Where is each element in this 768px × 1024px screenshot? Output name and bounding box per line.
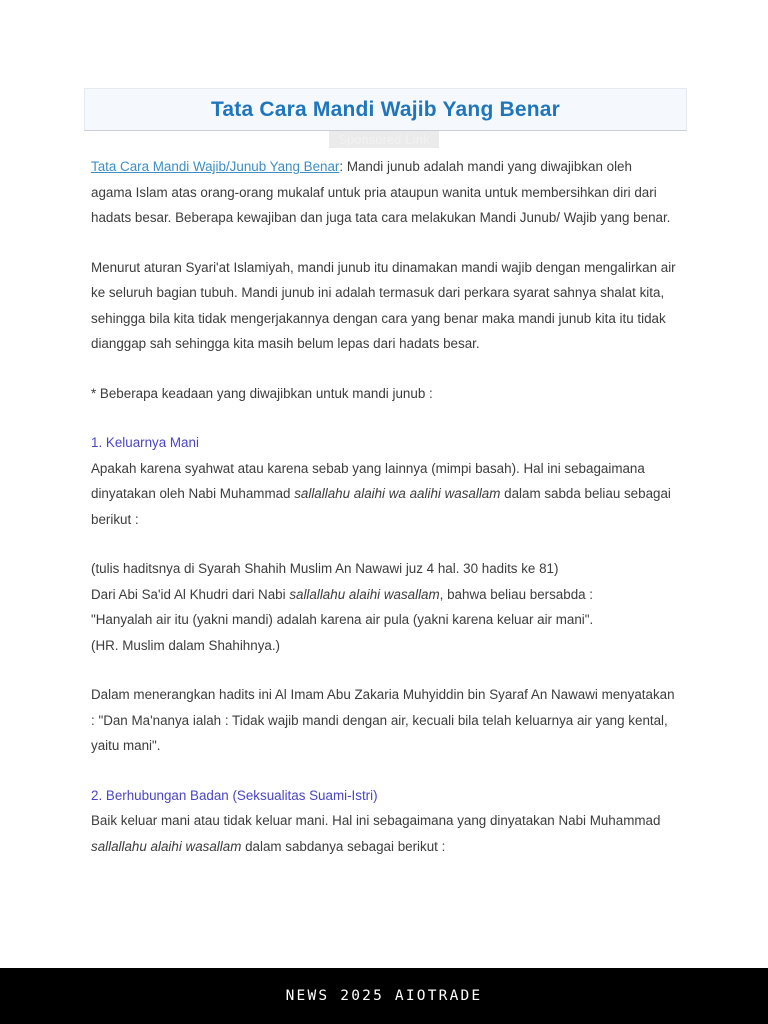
hadith-narrator-before: Dari Abi Sa'id Al Khudri dari Nabi	[91, 586, 290, 602]
section-one	[91, 430, 676, 532]
paragraph-intro-text: : Mandi junub adalah mandi yang diwajibkan oleh agama Islam atas orang-orang mukalaf untuk pria ataupun wanita untuk membersihkan diri dari hadats besar. Beberapa kewajiban dan juga tata cara melakukan Mandi Junub/ Wajib yang benar.	[91, 159, 671, 225]
page-title-banner	[84, 88, 687, 131]
paragraph-intro	[91, 154, 676, 231]
document-body	[91, 154, 676, 883]
hadith-narrator-after: , bahwa beliau bersabda :	[439, 586, 594, 602]
footer-label: NEWS 2025 AIOTRADE	[285, 988, 483, 1004]
section-one-text-before: Apakah karena syahwat atau karena sebab yang lainnya (mimpi basah). Hal ini sebagaimana dinyatakan oleh Nabi Muhammad	[91, 460, 645, 501]
hadith-quote-line: "Hanyalah air itu (yakni mandi) adalah karena air pula (yakni karena keluar air mani".	[91, 612, 594, 627]
hadith-arabic-phrase: sallallahu alaihi wasallam	[289, 586, 440, 602]
section-one-heading: 1. Keluarnya Mani	[91, 435, 199, 450]
hadith-attribution-line: (HR. Muslim dalam Shahihnya.)	[91, 637, 281, 653]
section-two-body	[91, 808, 676, 859]
sponsored-link-banner[interactable]	[329, 131, 439, 148]
hadith-block	[91, 556, 676, 658]
section-two-heading: 2. Berhubungan Badan (Seksualitas Suami-Istri)	[91, 787, 378, 803]
paragraph-nawawi-explanation: Dalam menerangkan hadits ini Al Imam Abu Zakaria Muhyiddin bin Syaraf An Nawawi menyatakan : "Dan Ma'nanya ialah : Tidak wajib mandi dengan air, kecuali bila telah keluarnya air yang kental, yaitu mani".	[91, 687, 675, 753]
section-two-arabic-phrase: sallallahu alaihi wasallam	[91, 838, 242, 854]
section-two-text-before: Baik keluar mani atau tidak keluar mani. Hal ini sebagaimana yang dinyatakan Nabi Muhammad	[91, 813, 661, 828]
page-title: Tata Cara Mandi Wajib Yang Benar	[210, 97, 561, 121]
hadith-source-line: (tulis haditsnya di Syarah Shahih Muslim An Nawawi juz 4 hal. 30 hadits ke 81)	[91, 561, 559, 576]
section-two-text-after: dalam sabdanya sebagai berikut :	[241, 838, 446, 854]
article-link[interactable]: Tata Cara Mandi Wajib/Junub Yang Benar	[91, 159, 340, 174]
paragraph-conditions-intro: * Beberapa keadaan yang diwajibkan untuk mandi junub :	[91, 385, 433, 401]
section-two	[91, 783, 676, 860]
section-one-body	[91, 456, 676, 533]
paragraph-syariat: Menurut aturan Syari'at Islamiyah, mandi junub itu dinamakan mandi wajib dengan mengalirkan air ke seluruh bagian tubuh. Mandi junub ini adalah termasuk dari perkara syarat sahnya shalat kita, sehingga bila kita tidak mengerjakannya dengan cara yang benar maka mandi junub kita itu tidak dianggap sah sehingga kita masih belum lepas dari hadats besar.	[91, 259, 676, 351]
section-one-text-after: dalam sabda beliau sebagai berikut :	[91, 486, 671, 527]
sponsored-link-label: Sponsored Link	[338, 132, 430, 147]
hadith-narrator-line	[91, 582, 676, 608]
section-one-arabic-phrase: sallallahu alaihi wa aalihi wasallam	[294, 486, 501, 501]
footer-bar	[0, 968, 768, 1024]
